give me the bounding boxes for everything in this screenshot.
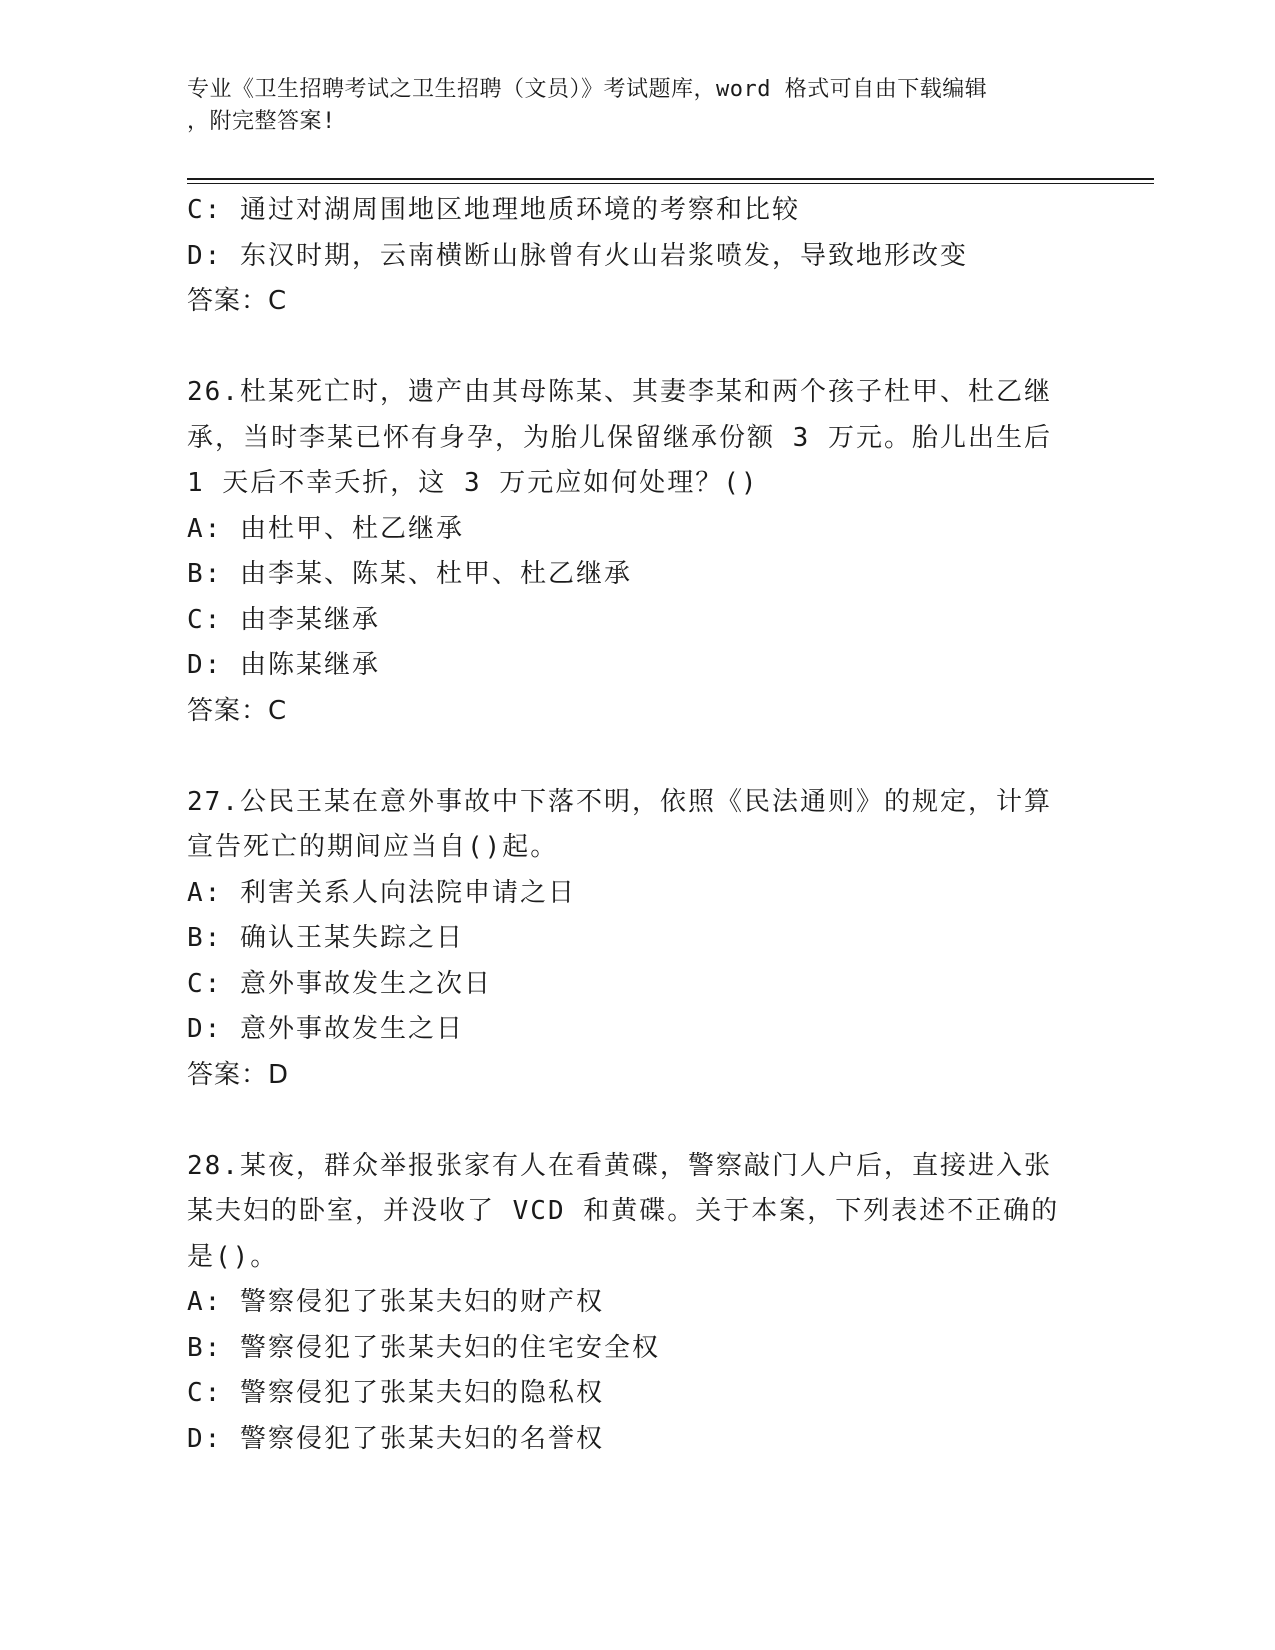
option-b: B: 警察侵犯了张某夫妇的住宅安全权 — [187, 1332, 660, 1363]
spacer — [187, 734, 1087, 780]
question-stem — [187, 1144, 1087, 1281]
question-27 — [187, 780, 1087, 1099]
stem-line: 27.公民王某在意外事故中下落不明，依照《民法通则》的规定，计算 — [187, 786, 1052, 817]
stem-line: 宣告死亡的期间应当自()起。 — [187, 832, 559, 862]
spacer — [187, 325, 1087, 371]
answer: 答案：D — [187, 1059, 290, 1090]
option-b: B: 由李某、陈某、杜甲、杜乙继承 — [187, 559, 632, 589]
option-c: C: 通过对湖周围地区地理地质环境的考察和比较 — [187, 195, 800, 225]
answer: 答案：C — [187, 695, 288, 726]
option-a: A: 由杜甲、杜乙继承 — [187, 513, 464, 544]
option-d: D: 意外事故发生之日 — [187, 1014, 464, 1044]
option-d: D: 东汉时期，云南横断山脉曾有火山岩浆喷发，导致地形改变 — [187, 240, 968, 271]
stem-line: 26.杜某死亡时，遗产由其母陈某、其妻李某和两个孩子杜甲、杜乙继 — [187, 377, 1052, 407]
option-a: A: 警察侵犯了张某夫妇的财产权 — [187, 1287, 604, 1317]
question-stem — [187, 780, 1087, 871]
header-line-1: 专业《卫生招聘考试之卫生招聘（文员）》考试题库，word 格式可自由下载编辑 — [187, 77, 988, 102]
stem-line: 某夫妇的卧室，并没收了 VCD 和黄碟。关于本案，下列表述不正确的 — [187, 1196, 1060, 1226]
option-c: C: 警察侵犯了张某夫妇的隐私权 — [187, 1378, 604, 1408]
question-25-continued — [187, 188, 1087, 325]
option-c: C: 意外事故发生之次日 — [187, 968, 492, 999]
question-stem — [187, 370, 1087, 507]
option-d: D: 由陈某继承 — [187, 650, 380, 680]
question-list — [187, 188, 1087, 1462]
spacer — [187, 1098, 1087, 1144]
header-divider — [187, 178, 1154, 184]
question-26 — [187, 370, 1087, 734]
header-line-2: ，附完整答案! — [187, 109, 336, 134]
stem-line: 28.某夜，群众举报张家有人在看黄碟，警察敲门人户后，直接进入张 — [187, 1150, 1052, 1181]
stem-line: 承，当时李某已怀有身孕，为胎儿保留继承份额 3 万元。胎儿出生后 — [187, 422, 1052, 453]
stem-line: 是()。 — [187, 1241, 279, 1272]
page-header — [187, 74, 1067, 138]
option-d: D: 警察侵犯了张某夫妇的名誉权 — [187, 1423, 604, 1454]
stem-line: 1 天后不幸夭折，这 3 万元应如何处理？() — [187, 468, 759, 498]
option-b: B: 确认王某失踪之日 — [187, 923, 464, 953]
option-a: A: 利害关系人向法院申请之日 — [187, 877, 576, 908]
question-28 — [187, 1144, 1087, 1463]
answer: 答案：C — [187, 286, 288, 316]
option-c: C: 由李某继承 — [187, 604, 380, 635]
